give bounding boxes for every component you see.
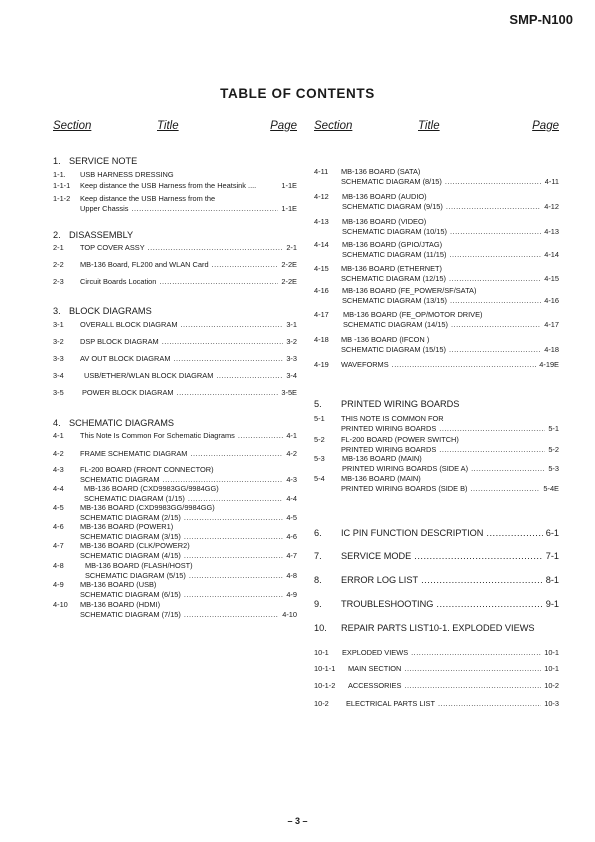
dot-leader: [159, 277, 278, 287]
toc-page-number: 9-1: [545, 599, 559, 609]
dot-leader: [446, 202, 541, 212]
toc-page-number: 4-1: [286, 431, 297, 440]
toc-entry-title: WAVEFORMS: [341, 360, 389, 369]
toc-entry-title: BLOCK DIAGRAMS: [69, 306, 152, 316]
toc-page-number: 5-2: [548, 444, 559, 454]
toc-section-number: 2-3: [53, 277, 64, 286]
toc-entry-title: USB HARNESS DRESSING: [80, 170, 174, 179]
toc-section-number: 1.: [53, 156, 61, 166]
toc-column-headers: [314, 120, 559, 136]
toc-section-number: 4-4: [53, 484, 64, 493]
dot-leader: [471, 464, 545, 474]
toc-page-number: 4-8: [286, 570, 297, 580]
toc-entry-title: Keep distance the USB Harness from the Heatsink ....: [80, 181, 257, 190]
toc-section-number: 10-2: [314, 699, 329, 708]
toc-entry-title: MB-136 BOARD (CLK/POWER2): [80, 541, 190, 550]
page-title: TABLE OF CONTENTS: [220, 86, 375, 101]
toc-page-number: 4-17: [544, 319, 559, 329]
toc-entry-title: IC PIN FUNCTION DESCRIPTION: [341, 528, 484, 538]
toc-entry-title: MB-136 BOARD (MAIN): [342, 454, 422, 463]
toc-section-number: 3-1: [53, 320, 64, 329]
toc-page-number: 10-1: [544, 664, 559, 673]
dot-leader: [177, 388, 279, 398]
toc-entry-title: MB-136 BOARD (MAIN): [341, 474, 421, 483]
toc-page-number: 2-2E: [281, 277, 297, 286]
toc-entry-title: USB/ETHER/WLAN BLOCK DIAGRAM: [84, 371, 214, 380]
toc-section-number: 4-3: [53, 465, 64, 474]
toc-entry-title: PRINTED WIRING BOARDS: [341, 444, 437, 454]
toc-section-number: 4-5: [53, 503, 64, 512]
toc-page-number: 5-4E: [543, 483, 559, 493]
toc-section-number: 2-2: [53, 260, 64, 269]
title-heading: Title: [418, 120, 440, 132]
toc-section-number: 4-11: [314, 167, 329, 176]
toc-section-number: 10-1-2: [314, 681, 336, 690]
toc-page-number: 4-9: [286, 589, 297, 599]
dot-leader: [190, 449, 283, 459]
toc-section-number: 5-2: [314, 435, 325, 444]
dot-leader: [148, 243, 284, 253]
toc-entry-title: Circuit Boards Location: [80, 277, 157, 286]
toc-page-number: 3-3: [286, 354, 297, 363]
dot-leader: [184, 551, 283, 561]
toc-page-number: 4-6: [286, 531, 297, 541]
toc-page-number: 1-1E: [281, 181, 297, 190]
toc-section-number: 10-1: [314, 648, 329, 657]
toc-section-number: 4-15: [314, 264, 329, 273]
toc-page-number: 4-12: [544, 201, 559, 211]
toc-page-number: 4-15: [544, 273, 559, 283]
toc-right-column: [314, 120, 559, 708]
dot-leader: [438, 699, 541, 709]
dot-leader: [131, 204, 278, 214]
toc-entry-title: ELECTRICAL PARTS LIST: [346, 699, 435, 708]
toc-page-number: 3-1: [286, 320, 297, 329]
toc-entry-title: MB-136 BOARD (ETHERNET): [341, 264, 443, 273]
toc-entry-title: SERVICE NOTE: [69, 156, 138, 166]
toc-entry-title: PRINTED WIRING BOARDS (SIDE B): [341, 483, 468, 493]
toc-entry-title: REPAIR PARTS LIST10-1. EXPLODED VIEWS: [341, 623, 535, 633]
toc-entry-title: MB -136 BOARD (IFCON ): [341, 335, 430, 344]
toc-section-number: 4-1: [53, 431, 64, 440]
toc-entry-title: SCHEMATIC DIAGRAM: [80, 474, 160, 484]
toc-entry-title: SCHEMATIC DIAGRAM (4/15): [80, 550, 181, 560]
toc-page-number: 4-16: [544, 295, 559, 305]
toc-entry-title: PRINTED WIRING BOARDS: [341, 423, 437, 433]
toc-page-number: 4-2: [286, 449, 297, 458]
toc-entry-title: MB-136 BOARD (FLASH/HOST): [85, 561, 193, 570]
toc-page-number: 4-11: [544, 176, 559, 186]
toc-entry-title: THIS NOTE IS COMMON FOR: [341, 414, 444, 423]
toc-page-number: 4-4: [286, 493, 297, 503]
toc-page-number: 4-7: [286, 550, 297, 560]
toc-entry-title: MB-136 BOARD (POWER1): [80, 522, 174, 531]
dot-leader: [404, 664, 541, 674]
toc-entry-title: AV OUT BLOCK DIAGRAM: [80, 354, 171, 363]
toc-entry-title: SCHEMATIC DIAGRAM (1/15): [84, 493, 185, 503]
section-heading: Section: [53, 120, 92, 132]
dot-leader: [216, 371, 283, 381]
toc-entry-title: DISASSEMBLY: [69, 230, 134, 240]
toc-section-number: 3-5: [53, 388, 64, 397]
toc-entry-title: FL-200 BOARD (POWER SWITCH): [341, 435, 459, 444]
toc-page-number: 4-10: [282, 609, 297, 619]
toc-entry-title: PRINTED WIRING BOARDS (SIDE A): [342, 463, 469, 473]
toc-page-number: 5-1: [548, 423, 559, 433]
dot-leader: [451, 320, 541, 330]
dot-leader: [188, 494, 283, 504]
toc-page-number: 3-2: [286, 337, 297, 346]
page-heading: Page: [532, 120, 559, 132]
dot-leader: [392, 360, 537, 370]
dot-leader: [411, 648, 541, 658]
page-number: – 3 –: [287, 816, 308, 826]
toc-page-number: 3-4: [286, 371, 297, 380]
toc-page-number: 2-2E: [281, 260, 297, 269]
toc-page-number: 4-5: [286, 512, 297, 522]
toc-entry-title: MB-136 BOARD (SATA): [341, 167, 421, 176]
toc-section-number: 1-1-2: [53, 194, 71, 203]
toc-entry-title: TROUBLESHOOTING: [341, 599, 434, 609]
toc-section-number: 3-4: [53, 371, 64, 380]
toc-section-number: 4-8: [53, 561, 64, 570]
toc-entry-title: SCHEMATIC DIAGRAM (5/15): [85, 570, 186, 580]
toc-section-number: 4-6: [53, 522, 64, 531]
dot-leader: [439, 424, 545, 434]
toc-entry-title: SCHEMATIC DIAGRAM (7/15): [80, 609, 181, 619]
toc-entry-title: SCHEMATIC DIAGRAM (14/15): [343, 319, 448, 329]
toc-section-number: 10.: [314, 623, 327, 633]
dot-leader: [189, 571, 283, 581]
toc-entry-title: SCHEMATIC DIAGRAM (2/15): [80, 512, 181, 522]
dot-leader: [421, 575, 543, 586]
toc-section-number: 2.: [53, 230, 61, 240]
toc-left-column: [53, 120, 297, 619]
dot-leader: [162, 337, 284, 347]
model-number: SMP-N100: [509, 12, 573, 27]
toc-entry-title: ACCESSORIES: [348, 681, 402, 690]
dot-leader: [439, 445, 545, 455]
toc-entry-title: MB-136 Board, FL200 and WLAN Card: [80, 260, 209, 269]
toc-section-number: 9.: [314, 599, 322, 609]
toc-section-number: 2-1: [53, 243, 64, 252]
toc-section-number: 5-1: [314, 414, 325, 423]
dot-leader: [449, 345, 541, 355]
toc-section-number: 3-3: [53, 354, 64, 363]
toc-column-headers: [53, 120, 297, 136]
toc-section-number: 5-4: [314, 474, 325, 483]
toc-entry-title: MB-136 BOARD (FE_POWER/SF/SATA): [342, 286, 477, 295]
toc-entry-title: OVERALL BLOCK DIAGRAM: [80, 320, 178, 329]
section-heading: Section: [314, 120, 353, 132]
toc-entry-title: SCHEMATIC DIAGRAM (3/15): [80, 531, 181, 541]
toc-entry-title: This Note Is Common For Schematic Diagrams: [80, 431, 235, 440]
toc-page-number: 7-1: [545, 551, 559, 561]
toc-page-number: 10-3: [544, 699, 559, 708]
toc-entry-title: POWER BLOCK DIAGRAM: [82, 388, 174, 397]
toc-section-number: 4-10: [53, 600, 68, 609]
toc-entry-title: DSP BLOCK DIAGRAM: [80, 337, 159, 346]
toc-entry-title: MB-136 BOARD (CXD9983GG/9984GG): [84, 484, 219, 493]
toc-section-number: 4-17: [314, 310, 329, 319]
dot-leader: [173, 354, 283, 364]
toc-entry-title: TOP COVER ASSY: [80, 243, 145, 252]
dot-leader: [414, 551, 542, 562]
toc-entry-title: MB-136 BOARD (AUDIO): [342, 192, 427, 201]
dot-leader: [450, 227, 541, 237]
toc-section-number: 4-12: [314, 192, 329, 201]
dot-leader: [184, 610, 279, 620]
toc-section-number: 4-14: [314, 240, 329, 249]
dot-leader: [449, 250, 541, 260]
toc-entry-title: Keep distance the USB Harness from the: [80, 194, 216, 203]
toc-section-number: 4-18: [314, 335, 329, 344]
toc-section-number: 3-2: [53, 337, 64, 346]
dot-leader: [238, 431, 283, 441]
dot-leader: [180, 320, 283, 330]
toc-entry-title: ERROR LOG LIST: [341, 575, 419, 585]
toc-entry-title: SCHEMATIC DIAGRAMS: [69, 418, 174, 428]
toc-section-number: 5-3: [314, 454, 325, 463]
dot-leader: [212, 260, 279, 270]
toc-page-number: 4-19E: [539, 360, 559, 369]
toc-section-number: 6.: [314, 528, 322, 538]
toc-entry-title: SCHEMATIC DIAGRAM (8/15): [341, 176, 442, 186]
toc-section-number: 4-9: [53, 580, 64, 589]
toc-section-number: 1-1-1: [53, 181, 71, 190]
toc-section-number: 8.: [314, 575, 322, 585]
toc-section-number: 4.: [53, 418, 61, 428]
toc-page-number: 4-14: [544, 249, 559, 259]
toc-entry-title: SCHEMATIC DIAGRAM (6/15): [80, 589, 181, 599]
toc-section-number: 1-1.: [53, 170, 66, 179]
toc-page-number: 10-1: [544, 648, 559, 657]
toc-entry-title: MB-136 BOARD (VIDEO): [342, 217, 427, 226]
toc-section-number: 7.: [314, 551, 322, 561]
dot-leader: [445, 177, 542, 187]
toc-page-number: 3-5E: [281, 388, 297, 397]
dot-leader: [184, 532, 283, 542]
dot-leader: [404, 681, 541, 691]
toc-page-number: 8-1: [545, 575, 559, 585]
toc-page-number: 4-13: [544, 226, 559, 236]
toc-section-number: 4-13: [314, 217, 329, 226]
toc-section-number: 3.: [53, 306, 61, 316]
toc-entry-title: MB-136 BOARD (FE_OP/MOTOR DRIVE): [343, 310, 483, 319]
dot-leader: [449, 274, 541, 284]
toc-page-number: 1-1E: [281, 203, 297, 213]
toc-page-number: 4-18: [544, 344, 559, 354]
dot-leader: [436, 599, 542, 610]
toc-entry-title: SCHEMATIC DIAGRAM (11/15): [342, 249, 447, 259]
toc-entry-title: SCHEMATIC DIAGRAM (15/15): [341, 344, 446, 354]
toc-section-number: 4-16: [314, 286, 329, 295]
toc-entry-title: SCHEMATIC DIAGRAM (9/15): [342, 201, 443, 211]
toc-entry-title: EXPLODED VIEWS: [342, 648, 409, 657]
toc-section-number: 5.: [314, 399, 322, 409]
toc-entry-title: MB-136 BOARD (USB): [80, 580, 157, 589]
toc-entry-title: MB-136 BOARD (HDMI): [80, 600, 161, 609]
dot-leader: [163, 475, 284, 485]
page-heading: Page: [270, 120, 297, 132]
toc-entry-title: Upper Chassis: [80, 203, 129, 213]
toc-entry-title: FRAME SCHEMATIC DIAGRAM: [80, 449, 188, 458]
toc-entry-title: MAIN SECTION: [348, 664, 402, 673]
toc-section-number: 4-7: [53, 541, 64, 550]
toc-entry-title: PRINTED WIRING BOARDS: [341, 399, 460, 409]
toc-entry-title: SCHEMATIC DIAGRAM (12/15): [341, 273, 446, 283]
toc-entry-title: MB-136 BOARD (GPIO/JTAG): [342, 240, 443, 249]
toc-entry-title: SCHEMATIC DIAGRAM (13/15): [342, 295, 447, 305]
dot-leader: [184, 590, 283, 600]
dot-leader: [184, 513, 283, 523]
toc-page-number: 5-3: [548, 463, 559, 473]
toc-page-number: 6-1: [545, 528, 559, 538]
toc-page-number: 4-3: [286, 474, 297, 484]
dot-leader: [450, 296, 541, 306]
toc-entry-title: MB-136 BOARD (CXD9983GG/9984GG): [80, 503, 215, 512]
toc-section-number: 4-19: [314, 360, 329, 369]
dot-leader: [486, 528, 542, 539]
toc-entry-title: SCHEMATIC DIAGRAM (10/15): [342, 226, 447, 236]
dot-leader: [470, 484, 540, 494]
toc-page-number: 2-1: [286, 243, 297, 252]
toc-section-number: 10-1-1: [314, 664, 336, 673]
toc-entry-title: SERVICE MODE: [341, 551, 412, 561]
toc-entry-title: FL-200 BOARD (FRONT CONNECTOR): [80, 465, 214, 474]
toc-page-number: 10-2: [544, 681, 559, 690]
title-heading: Title: [157, 120, 179, 132]
toc-section-number: 4-2: [53, 449, 64, 458]
